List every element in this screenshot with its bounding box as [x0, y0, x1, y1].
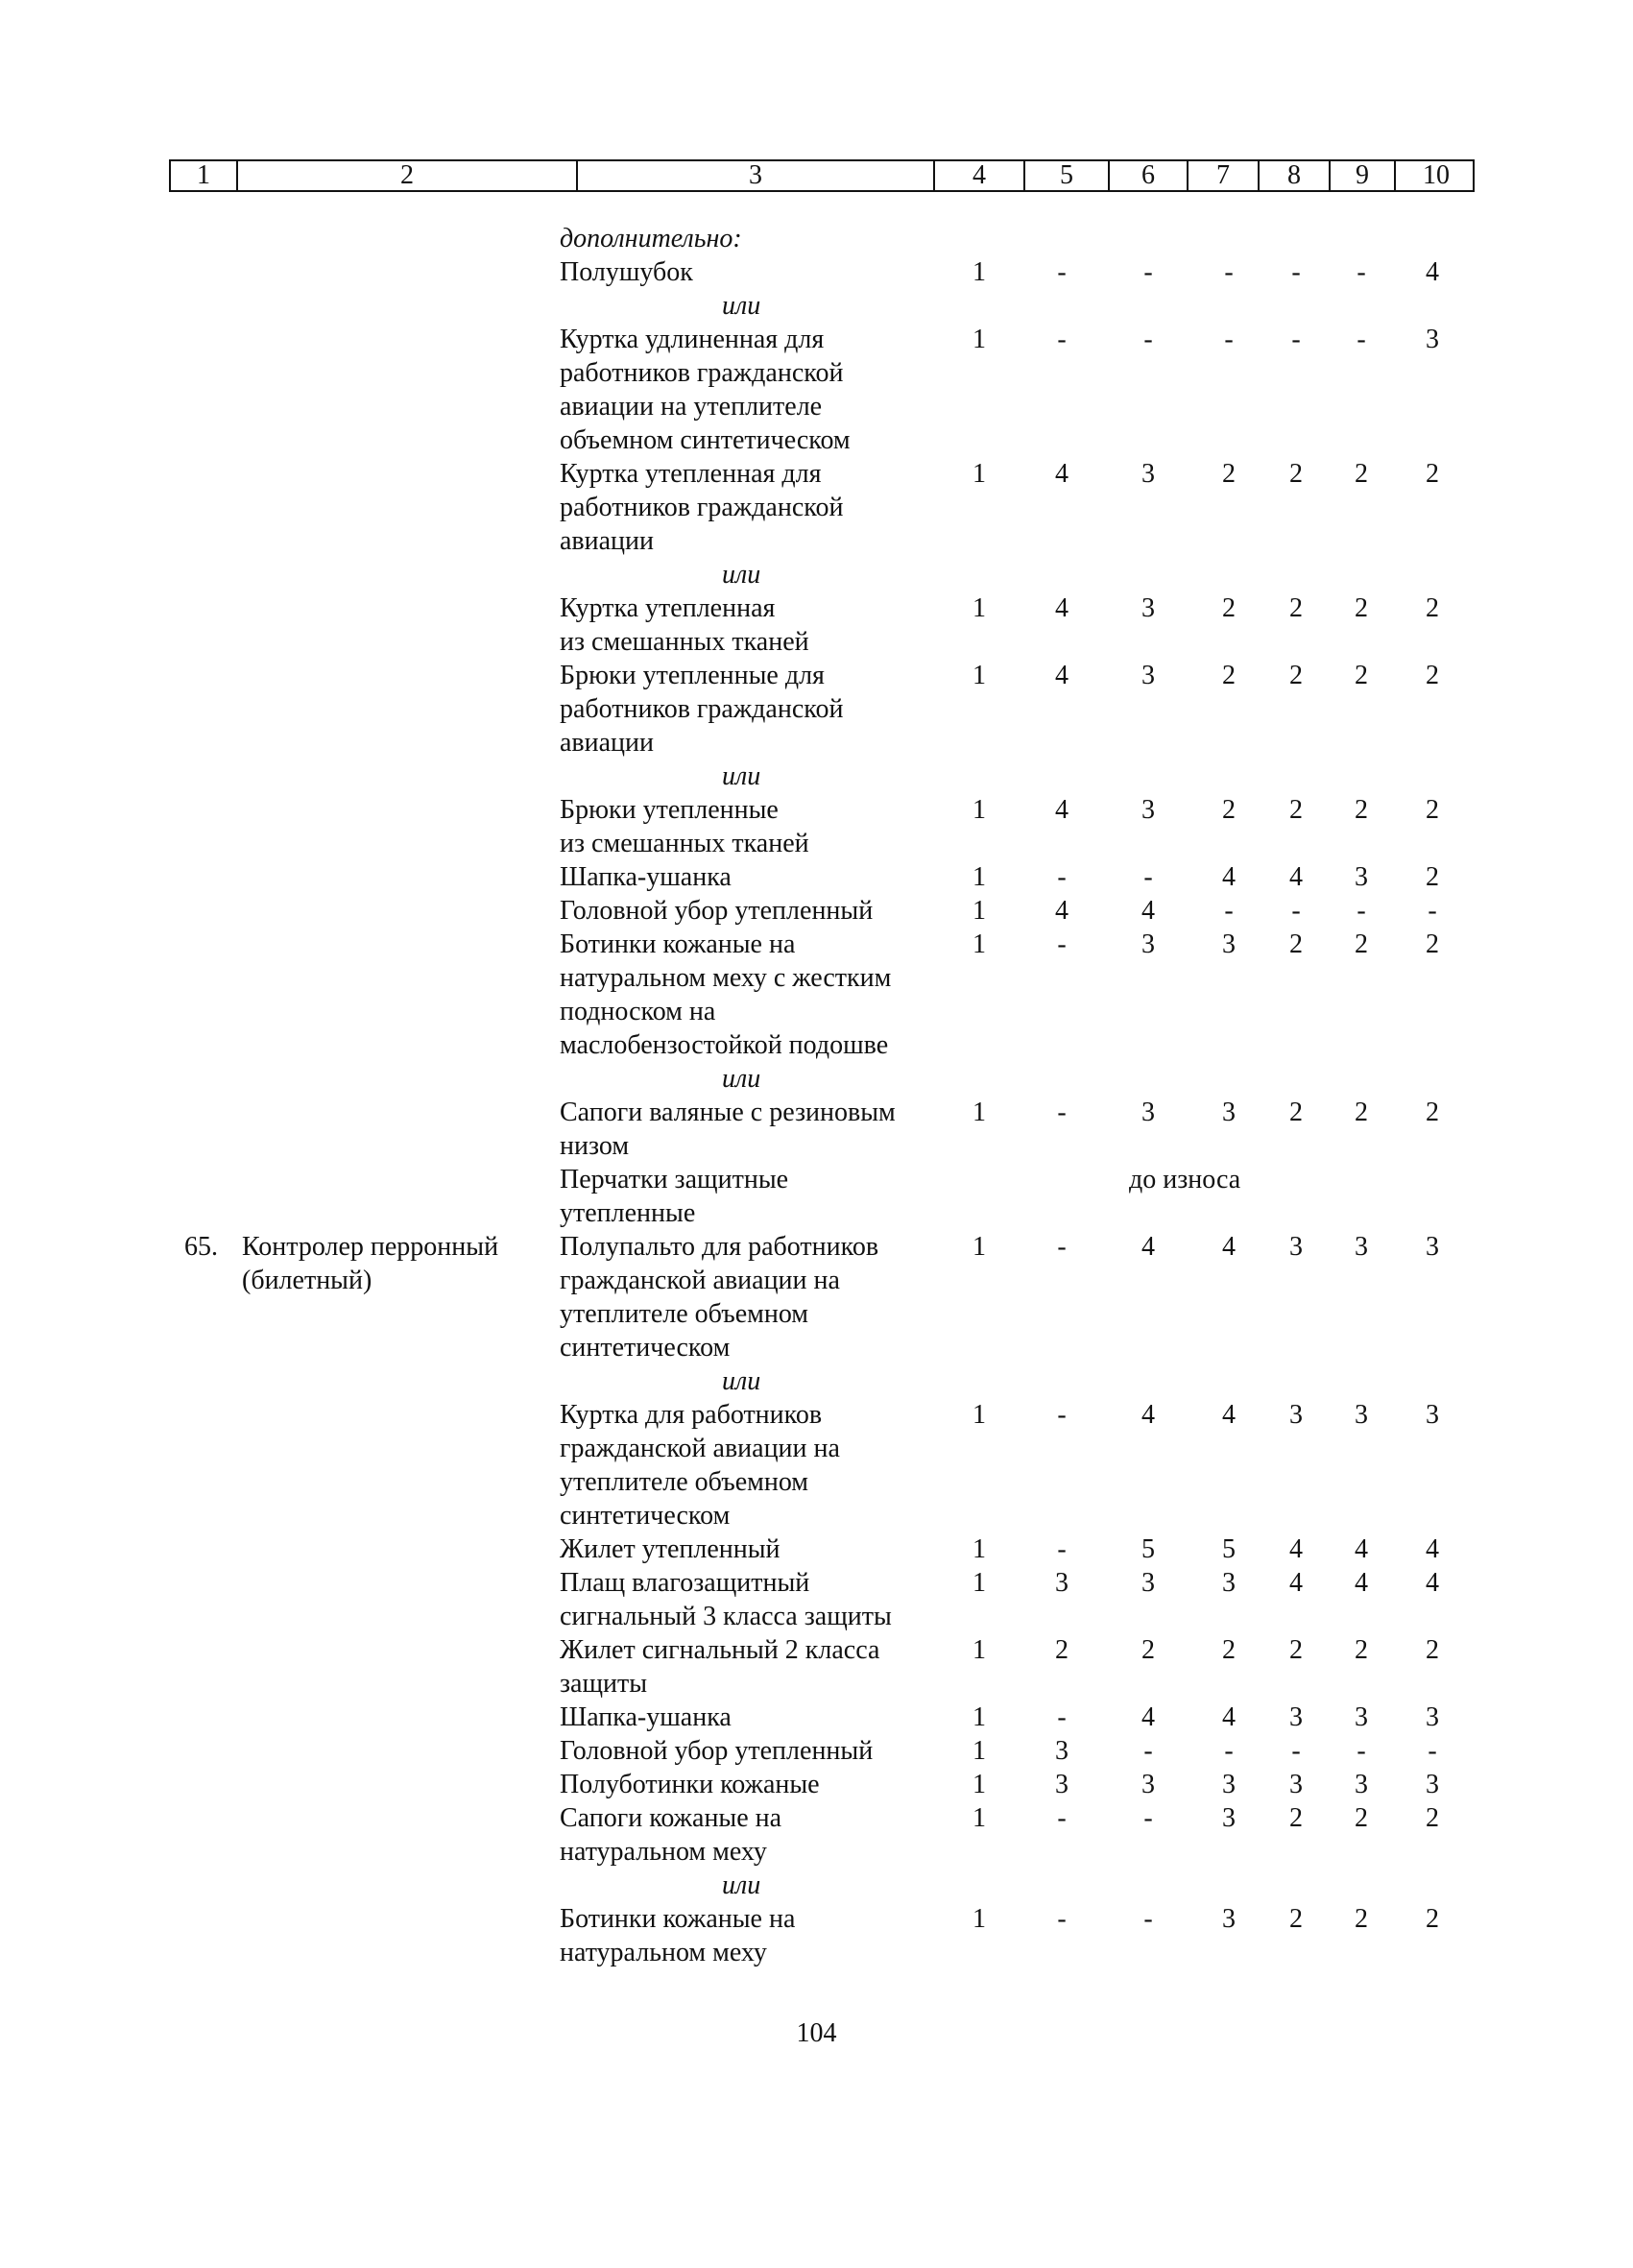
- norm-value-col-8: 2: [1289, 1635, 1303, 1665]
- item-name: Плащ влагозащитный: [560, 1568, 810, 1598]
- norm-value-col-4: 1: [973, 1635, 986, 1665]
- norm-value-col-6: 3: [1141, 459, 1155, 489]
- norm-value-col-9: 2: [1355, 1098, 1368, 1127]
- norm-value-col-8: -: [1291, 325, 1301, 354]
- norm-value-col-8: 2: [1289, 459, 1303, 489]
- norm-value-col-6: 4: [1141, 1702, 1155, 1732]
- norm-value-col-10: 2: [1426, 1635, 1439, 1665]
- norm-value-col-6: -: [1143, 1803, 1153, 1833]
- header-col-4: 4: [935, 161, 1025, 190]
- norm-value-col-9: 3: [1355, 1770, 1368, 1799]
- norm-value-col-6: 3: [1141, 795, 1155, 825]
- norm-value-col-7: 4: [1222, 1400, 1236, 1430]
- norm-value-col-7: -: [1224, 896, 1234, 926]
- norm-value-col-10: 2: [1426, 459, 1439, 489]
- norm-value-col-9: 2: [1355, 1904, 1368, 1934]
- norm-value-col-5: -: [1057, 1098, 1067, 1127]
- norm-value-col-7: 3: [1222, 1568, 1236, 1598]
- item-name: низом: [560, 1131, 630, 1161]
- norm-value-col-10: 4: [1426, 1534, 1439, 1564]
- norm-value-col-8: 4: [1289, 1568, 1303, 1598]
- item-name: Брюки утепленные для: [560, 661, 825, 690]
- item-name: утеплителе объемном: [560, 1299, 809, 1329]
- norm-value-col-5: -: [1057, 1803, 1067, 1833]
- norm-value-col-4: 1: [973, 929, 986, 959]
- norm-value-col-6: -: [1143, 257, 1153, 287]
- item-name: Перчатки защитные: [560, 1165, 789, 1194]
- item-name: защиты: [560, 1669, 648, 1699]
- norm-value-col-9: -: [1357, 896, 1366, 926]
- norm-value-col-7: 3: [1222, 1803, 1236, 1833]
- norm-value-col-7: -: [1224, 257, 1234, 287]
- norm-value-col-9: 4: [1355, 1534, 1368, 1564]
- norm-value-col-9: 2: [1355, 593, 1368, 623]
- norm-value-col-5: -: [1057, 325, 1067, 354]
- norm-value-col-9: 3: [1355, 1232, 1368, 1262]
- norm-value-col-7: 3: [1222, 929, 1236, 959]
- norm-value-col-8: 4: [1289, 1534, 1303, 1564]
- item-name: Ботинки кожаные на: [560, 1904, 796, 1934]
- norm-value-col-4: 1: [973, 1534, 986, 1564]
- norm-value-col-6: 4: [1141, 896, 1155, 926]
- norm-value-col-9: 2: [1355, 1803, 1368, 1833]
- item-name: Жилет утепленный: [560, 1534, 780, 1564]
- item-name: Жилет сигнальный 2 класса: [560, 1635, 880, 1665]
- alternative-marker: или: [722, 560, 761, 590]
- norm-value-col-10: 2: [1426, 795, 1439, 825]
- item-name: сигнальный 3 класса защиты: [560, 1602, 892, 1631]
- norm-value-col-6: -: [1143, 1904, 1153, 1934]
- alternative-marker: или: [722, 1366, 761, 1396]
- item-name: Куртка для работников: [560, 1400, 823, 1430]
- item-name: Куртка утепленная для: [560, 459, 822, 489]
- norm-value-col-4: 1: [973, 1803, 986, 1833]
- norm-value-col-8: 2: [1289, 1904, 1303, 1934]
- item-name: Головной убор утепленный: [560, 1736, 874, 1766]
- norm-value-col-7: 3: [1222, 1904, 1236, 1934]
- norm-value-col-8: 2: [1289, 593, 1303, 623]
- norm-value-col-10: 4: [1426, 1568, 1439, 1598]
- item-name: из смешанных тканей: [560, 829, 809, 858]
- item-name: Куртка утепленная: [560, 593, 776, 623]
- norm-value-col-7: 5: [1222, 1534, 1236, 1564]
- norm-value-col-4: 1: [973, 325, 986, 354]
- norm-value-col-4: 1: [973, 459, 986, 489]
- norm-value-col-9: 3: [1355, 862, 1368, 892]
- norm-value-col-9: -: [1357, 1736, 1366, 1766]
- item-name: Шапка-ушанка: [560, 1702, 732, 1732]
- norm-value-col-8: 2: [1289, 929, 1303, 959]
- norm-value-col-9: -: [1357, 257, 1366, 287]
- norm-value-col-10: 2: [1426, 1098, 1439, 1127]
- norm-value-col-10: 3: [1426, 1232, 1439, 1262]
- norm-value-col-8: -: [1291, 1736, 1301, 1766]
- section-title: Контролер перронный: [242, 1232, 499, 1262]
- norm-value-col-8: 3: [1289, 1232, 1303, 1262]
- item-name: работников гражданской: [560, 694, 844, 724]
- norm-value-col-9: 2: [1355, 459, 1368, 489]
- page-number: 104: [796, 2018, 837, 2048]
- norm-value-col-4: 1: [973, 1702, 986, 1732]
- norm-value-col-4: 1: [973, 896, 986, 926]
- norm-value-col-4: 1: [973, 1770, 986, 1799]
- header-col-7: 7: [1189, 161, 1260, 190]
- item-name: Куртка удлиненная для: [560, 325, 825, 354]
- norm-value-col-10: 3: [1426, 1702, 1439, 1732]
- norm-value-col-4: 1: [973, 593, 986, 623]
- norm-value-col-5: -: [1057, 257, 1067, 287]
- norm-value-col-8: 3: [1289, 1400, 1303, 1430]
- item-name: Шапка-ушанка: [560, 862, 732, 892]
- note-label: дополнительно:: [560, 224, 742, 253]
- item-name: из смешанных тканей: [560, 627, 809, 657]
- norm-value-col-9: -: [1357, 325, 1366, 354]
- norm-value-col-6: 5: [1141, 1534, 1155, 1564]
- norm-value-col-7: 4: [1222, 1232, 1236, 1262]
- item-name: натуральном меху с жестким: [560, 963, 892, 993]
- norm-value-col-5: -: [1057, 1702, 1067, 1732]
- norm-value-col-8: 2: [1289, 1098, 1303, 1127]
- header-col-5: 5: [1025, 161, 1110, 190]
- item-name: Брюки утепленные: [560, 795, 779, 825]
- norm-value-col-5: -: [1057, 1232, 1067, 1262]
- item-name: гражданской авиации на: [560, 1434, 840, 1463]
- norm-value-col-9: 3: [1355, 1702, 1368, 1732]
- norm-value-col-5: -: [1057, 862, 1067, 892]
- alternative-marker: или: [722, 1064, 761, 1094]
- norm-value-col-6: 4: [1141, 1400, 1155, 1430]
- norm-value-col-5: -: [1057, 929, 1067, 959]
- norm-value-col-6: -: [1143, 1736, 1153, 1766]
- norm-value-col-5: 4: [1055, 459, 1069, 489]
- item-name: Ботинки кожаные на: [560, 929, 796, 959]
- norm-value-col-7: -: [1224, 1736, 1234, 1766]
- norm-value-col-5: 4: [1055, 795, 1069, 825]
- norm-value-col-7: 4: [1222, 1702, 1236, 1732]
- item-name: Сапоги кожаные на: [560, 1803, 782, 1833]
- section-number: 65.: [184, 1232, 218, 1262]
- norm-value-col-7: 2: [1222, 795, 1236, 825]
- norm-value-col-10: 3: [1426, 1770, 1439, 1799]
- item-name: работников гражданской: [560, 493, 844, 522]
- norm-value-col-9: 2: [1355, 929, 1368, 959]
- norm-value-col-5: -: [1057, 1904, 1067, 1934]
- header-col-2: 2: [238, 161, 578, 190]
- header-col-6: 6: [1110, 161, 1189, 190]
- norm-value-col-8: 4: [1289, 862, 1303, 892]
- norm-value-col-7: 2: [1222, 593, 1236, 623]
- norm-value-col-6: 3: [1141, 1770, 1155, 1799]
- norm-value-col-8: 3: [1289, 1702, 1303, 1732]
- norm-value-col-5: 3: [1055, 1770, 1069, 1799]
- norm-value-col-10: 2: [1426, 593, 1439, 623]
- norm-value-col-7: 2: [1222, 1635, 1236, 1665]
- norm-value-col-4: 1: [973, 1098, 986, 1127]
- item-name: синтетическом: [560, 1333, 731, 1363]
- norm-value-col-4: 1: [973, 1736, 986, 1766]
- norm-value-col-9: 3: [1355, 1400, 1368, 1430]
- norm-value-col-7: 3: [1222, 1098, 1236, 1127]
- norm-value-col-9: 2: [1355, 661, 1368, 690]
- norm-value-col-4: 1: [973, 795, 986, 825]
- norm-value-col-4: 1: [973, 257, 986, 287]
- norm-value-col-7: 2: [1222, 661, 1236, 690]
- norm-value-col-7: 2: [1222, 459, 1236, 489]
- item-name: авиации: [560, 526, 655, 556]
- item-name: Полушубок: [560, 257, 693, 287]
- norm-value-col-8: 2: [1289, 1803, 1303, 1833]
- item-name: натуральном меху: [560, 1938, 767, 1967]
- item-name: Сапоги валяные с резиновым: [560, 1098, 896, 1127]
- norm-value-col-8: -: [1291, 896, 1301, 926]
- norm-value-col-10: 3: [1426, 1400, 1439, 1430]
- item-name: маслобензостойкой подошве: [560, 1030, 889, 1060]
- norm-value-col-10: 2: [1426, 1904, 1439, 1934]
- header-col-9: 9: [1331, 161, 1396, 190]
- norm-value-col-10: -: [1428, 1736, 1437, 1766]
- norm-span-text: до износа: [1129, 1165, 1241, 1194]
- norm-value-col-8: 2: [1289, 795, 1303, 825]
- norm-value-col-10: 2: [1426, 862, 1439, 892]
- norm-value-col-5: 4: [1055, 896, 1069, 926]
- norm-value-col-6: 3: [1141, 1568, 1155, 1598]
- norm-value-col-6: 3: [1141, 661, 1155, 690]
- norm-value-col-7: -: [1224, 325, 1234, 354]
- norm-value-col-10: 2: [1426, 929, 1439, 959]
- norm-value-col-5: 4: [1055, 661, 1069, 690]
- norm-value-col-10: 2: [1426, 1803, 1439, 1833]
- item-name: натуральном меху: [560, 1837, 767, 1867]
- item-name: Полуботинки кожаные: [560, 1770, 820, 1799]
- norm-value-col-6: 3: [1141, 929, 1155, 959]
- item-name: работников гражданской: [560, 358, 844, 388]
- norm-value-col-4: 1: [973, 1904, 986, 1934]
- norm-value-col-10: -: [1428, 896, 1437, 926]
- item-name: авиации: [560, 728, 655, 758]
- norm-value-col-8: 3: [1289, 1770, 1303, 1799]
- norm-value-col-6: -: [1143, 325, 1153, 354]
- norm-value-col-4: 1: [973, 1400, 986, 1430]
- alternative-marker: или: [722, 761, 761, 791]
- norm-value-col-6: 4: [1141, 1232, 1155, 1262]
- norm-value-col-6: 3: [1141, 593, 1155, 623]
- alternative-marker: или: [722, 1870, 761, 1900]
- norm-value-col-10: 4: [1426, 257, 1439, 287]
- item-name: синтетическом: [560, 1501, 731, 1531]
- section-title: (билетный): [242, 1266, 372, 1295]
- norm-value-col-4: 1: [973, 1568, 986, 1598]
- norm-value-col-5: 4: [1055, 593, 1069, 623]
- norm-value-col-6: 3: [1141, 1098, 1155, 1127]
- item-name: Полупальто для работников: [560, 1232, 879, 1262]
- item-name: гражданской авиации на: [560, 1266, 840, 1295]
- norm-value-col-9: 2: [1355, 795, 1368, 825]
- norm-value-col-10: 2: [1426, 661, 1439, 690]
- norm-value-col-9: 4: [1355, 1568, 1368, 1598]
- norm-value-col-4: 1: [973, 862, 986, 892]
- header-col-3: 3: [578, 161, 935, 190]
- norm-value-col-4: 1: [973, 1232, 986, 1262]
- item-name: Головной убор утепленный: [560, 896, 874, 926]
- norm-value-col-5: -: [1057, 1400, 1067, 1430]
- item-name: объемном синтетическом: [560, 425, 851, 455]
- norm-value-col-7: 3: [1222, 1770, 1236, 1799]
- norm-value-col-6: 2: [1141, 1635, 1155, 1665]
- norm-value-col-5: 2: [1055, 1635, 1069, 1665]
- norm-value-col-5: 3: [1055, 1736, 1069, 1766]
- norm-value-col-4: 1: [973, 661, 986, 690]
- norm-value-col-9: 2: [1355, 1635, 1368, 1665]
- item-name: утеплителе объемном: [560, 1467, 809, 1497]
- norm-value-col-5: -: [1057, 1534, 1067, 1564]
- header-col-1: 1: [171, 161, 238, 190]
- item-name: авиации на утеплителе: [560, 392, 823, 422]
- alternative-marker: или: [722, 291, 761, 321]
- norm-value-col-5: 3: [1055, 1568, 1069, 1598]
- item-name: подноском на: [560, 997, 716, 1026]
- item-name: утепленные: [560, 1198, 696, 1228]
- norm-value-col-10: 3: [1426, 325, 1439, 354]
- norm-value-col-8: -: [1291, 257, 1301, 287]
- header-col-8: 8: [1260, 161, 1331, 190]
- header-col-10: 10: [1423, 160, 1450, 190]
- norm-value-col-8: 2: [1289, 661, 1303, 690]
- norm-value-col-7: 4: [1222, 862, 1236, 892]
- column-number-header: [169, 159, 1475, 192]
- norm-value-col-6: -: [1143, 862, 1153, 892]
